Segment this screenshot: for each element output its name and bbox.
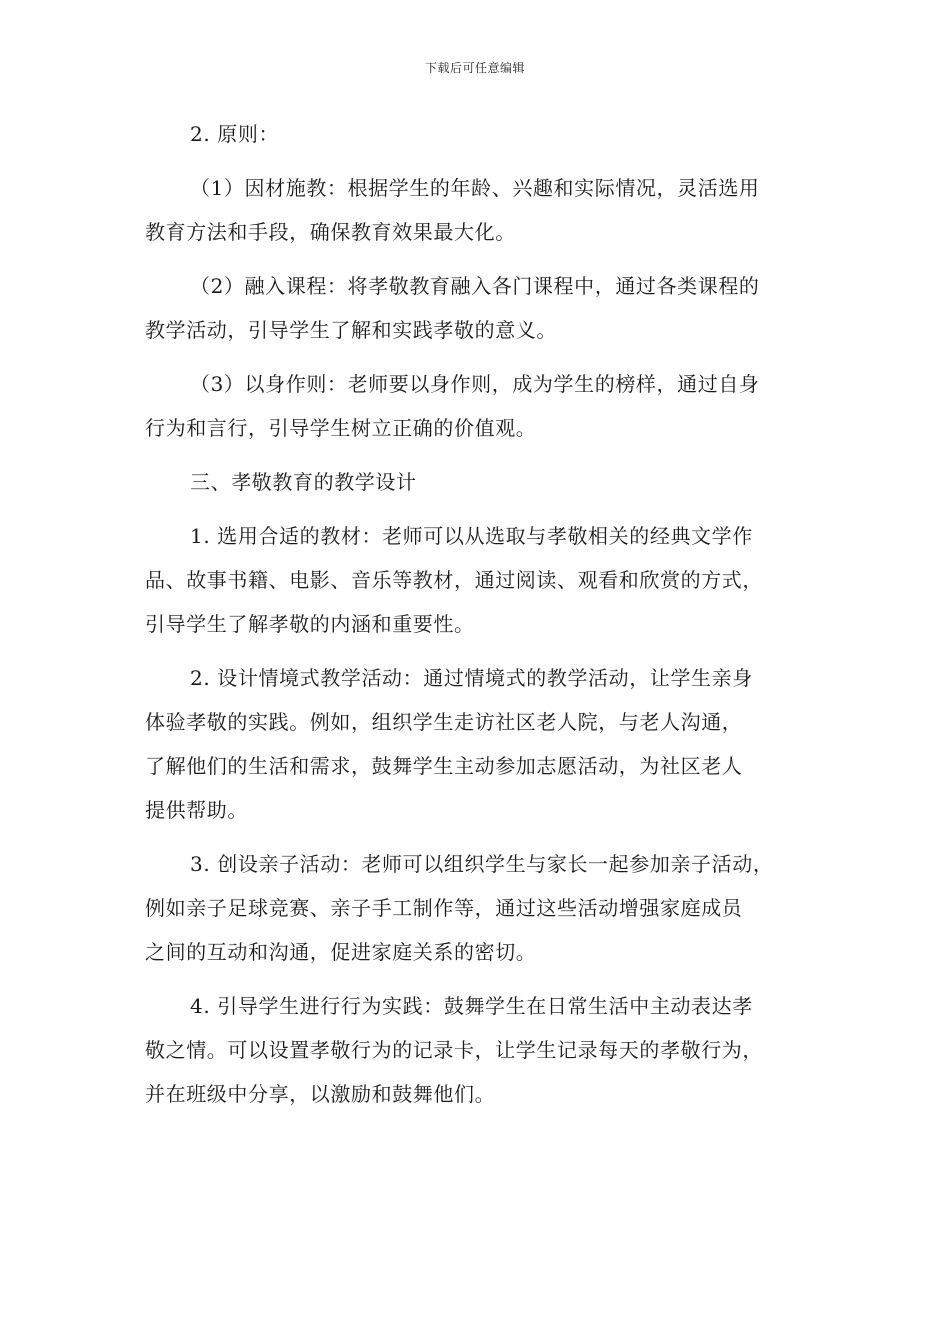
paragraph-principles-heading — [145, 112, 810, 156]
paragraph-principle-3 — [145, 362, 810, 450]
paragraph-line: 2. 原则： — [190, 122, 280, 146]
paragraph-line: 例如亲子足球竞赛、亲子手工制作等，通过这些活动增强家庭成员 — [145, 896, 743, 920]
paragraph-line: 体验孝敬的实践。例如，组织学生走访社区老人院，与老人沟通， — [145, 710, 743, 734]
paragraph-line: （2）融入课程：将孝敬教育融入各门课程中，通过各类课程的 — [190, 274, 760, 298]
paragraph-line: 3. 创设亲子活动：老师可以组织学生与家长一起参加亲子活动， — [190, 852, 774, 876]
paragraph-line: 教育方法和手段，确保教育效果最大化。 — [145, 220, 516, 244]
paragraph-line: 之间的互动和沟通，促进家庭关系的密切。 — [145, 940, 537, 964]
paragraph-design-1 — [145, 514, 810, 646]
section-heading-teaching-design — [145, 460, 810, 504]
paragraph-line: 提供帮助。 — [145, 798, 248, 822]
paragraph-principle-1 — [145, 166, 810, 254]
paragraph-line: 敬之情。可以设置孝敬行为的记录卡，让学生记录每天的孝敬行为， — [145, 1038, 763, 1062]
paragraph-design-4 — [145, 984, 810, 1116]
paragraph-line: 三、孝敬教育的教学设计 — [190, 470, 417, 494]
paragraph-line: （1）因材施教：根据学生的年龄、兴趣和实际情况，灵活选用 — [190, 176, 760, 200]
paragraph-line: 了解他们的生活和需求，鼓舞学生主动参加志愿活动，为社区老人 — [145, 754, 743, 778]
page-header: 下载后可任意编辑 — [424, 61, 525, 75]
paragraph-line: 并在班级中分享，以激励和鼓舞他们。 — [145, 1082, 496, 1106]
paragraph-principle-2 — [145, 264, 810, 352]
paragraph-line: 4. 引导学生进行行为实践：鼓舞学生在日常生活中主动表达孝 — [190, 994, 753, 1018]
paragraph-design-2 — [145, 656, 810, 832]
paragraph-design-3 — [145, 842, 810, 974]
paragraph-line: 引导学生了解孝敬的内涵和重要性。 — [145, 612, 475, 636]
paragraph-line: （3）以身作则：老师要以身作则，成为学生的榜样，通过自身 — [190, 372, 760, 396]
paragraph-line: 行为和言行，引导学生树立正确的价值观。 — [145, 416, 537, 440]
paragraph-line: 教学活动，引导学生了解和实践孝敬的意义。 — [145, 318, 557, 342]
document-body — [145, 112, 810, 1126]
paragraph-line: 品、故事书籍、电影、音乐等教材，通过阅读、观看和欣赏的方式， — [145, 568, 763, 592]
paragraph-line: 1. 选用合适的教材：老师可以从选取与孝敬相关的经典文学作 — [190, 524, 753, 548]
paragraph-line: 2. 设计情境式教学活动：通过情境式的教学活动，让学生亲身 — [190, 666, 753, 690]
